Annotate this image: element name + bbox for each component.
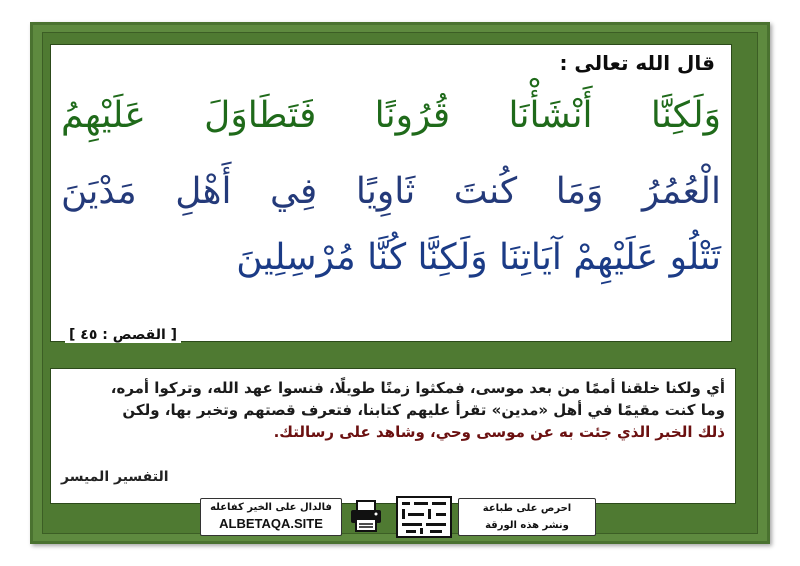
tafsir-text [61, 377, 725, 443]
tafsir-source: التفسير الميسر [61, 469, 169, 485]
site-box[interactable] [200, 498, 342, 536]
print-notice-box [458, 498, 596, 536]
verse-line-3: تَتْلُو عَلَيْهِمْ آيَاتِنَا وَلَكِنَّا كُنَّا مُرْسِلِينَ [236, 237, 721, 278]
logo-icon [396, 496, 452, 538]
tafsir-line-2: وما كنت مقيمًا في أهل «مدين» تقرأ عليهم كتابنا، فتعرف قصتهم وتخبر بها، ولكن [122, 401, 725, 419]
verse-line-1: وَلَكِنَّا أَنْشَأْنَا قُرُونًا فَتَطَاوَلَ عَلَيْهِمُ [61, 95, 721, 136]
verse-intro: قال الله تعالى : [559, 51, 715, 75]
printer-icon [348, 498, 384, 534]
print-notice-line-2: ونشر هذه الورقة [485, 520, 569, 531]
footer [200, 496, 596, 540]
site-slogan: فالدال على الخير كفاعله [210, 502, 332, 513]
verse-line-2: الْعُمُرُ وَمَا كُنتَ ثَاوِيًا فِي أَهْلِ مَدْيَنَ [61, 171, 721, 212]
site-url[interactable]: ALBETAQA.SITE [219, 516, 323, 531]
tafsir-panel [50, 368, 736, 504]
verse-panel [50, 44, 732, 342]
verse-reference: [ القصص : ٤٥ ] [65, 327, 181, 343]
tafsir-line-1: أي ولكنا خلقنا أممًا من بعد موسى، فمكثوا زمنًا طويلًا، فنسوا عهد الله، وتركوا أمره، [110, 379, 725, 397]
tafsir-line-3: ذلك الخبر الذي جئت به عن موسى وحي، وشاهد على رسالتك. [273, 423, 725, 441]
print-notice-line-1: احرص على طباعة [482, 503, 572, 514]
